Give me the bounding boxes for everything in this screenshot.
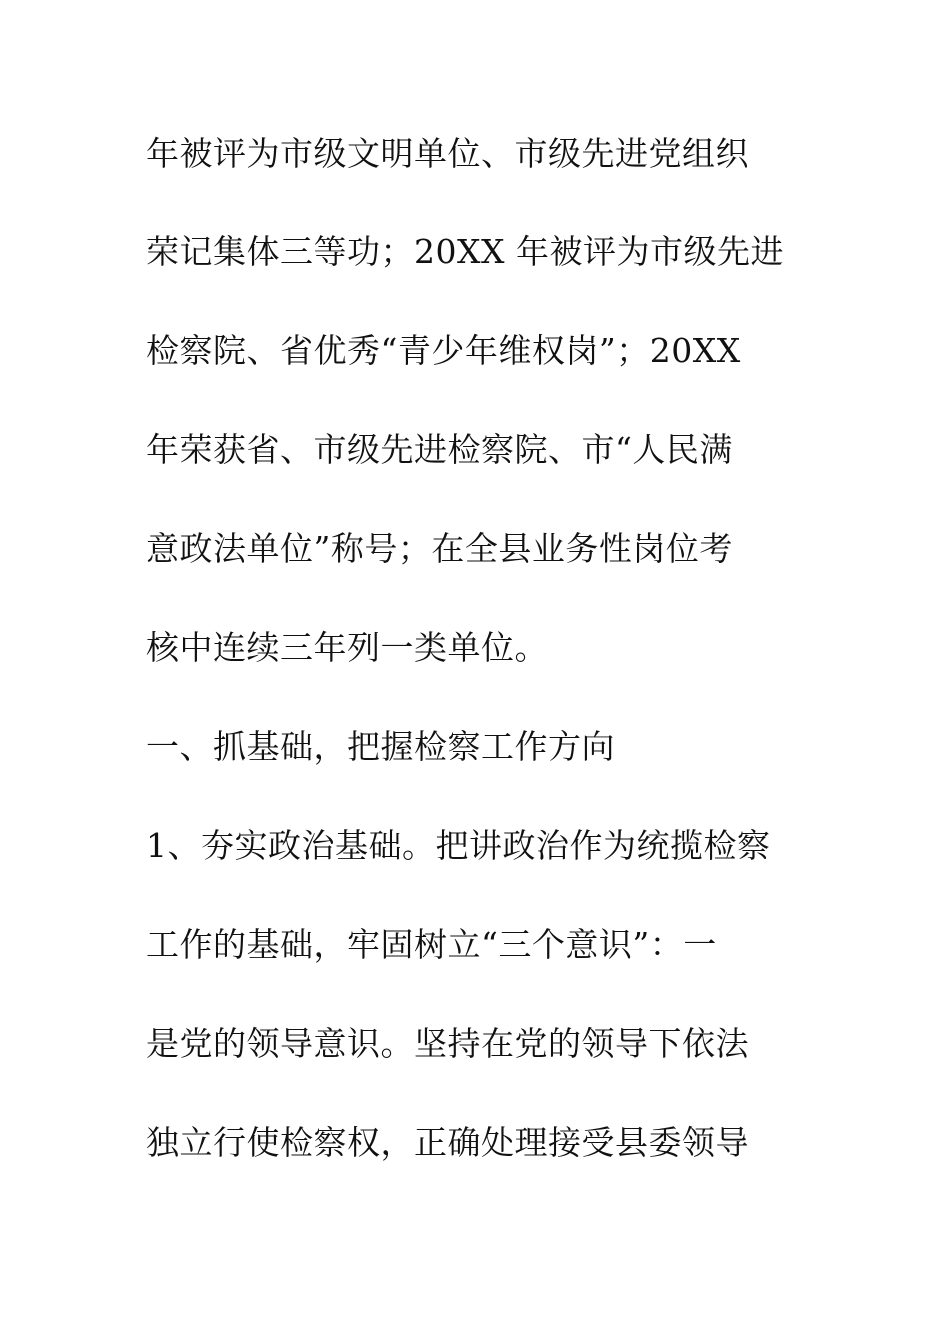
body-text-line: 荣记集体三等功；20XX 年被评为市级先进 [146,232,784,271]
body-text-line: 是党的领导意识。坚持在党的领导下依法 [146,1024,749,1063]
body-text-line: 年被评为市级文明单位、市级先进党组织 [146,134,749,173]
body-text-line: 检察院、省优秀“青少年维权岗”；20XX [146,331,741,370]
body-text-line: 独立行使检察权，正确处理接受县委领导 [146,1123,749,1162]
body-text-line: 工作的基础，牢固树立“三个意识”：一 [146,925,717,964]
body-text-line: 1、夯实政治基础。把讲政治作为统揽检察 [146,826,771,865]
body-text-line: 意政法单位”称号；在全县业务性岗位考 [146,529,733,568]
section-heading: 一、抓基础，把握检察工作方向 [146,727,615,766]
body-text-line: 年荣获省、市级先进检察院、市“人民满 [146,430,733,469]
body-text-line: 核中连续三年列一类单位。 [146,628,548,667]
